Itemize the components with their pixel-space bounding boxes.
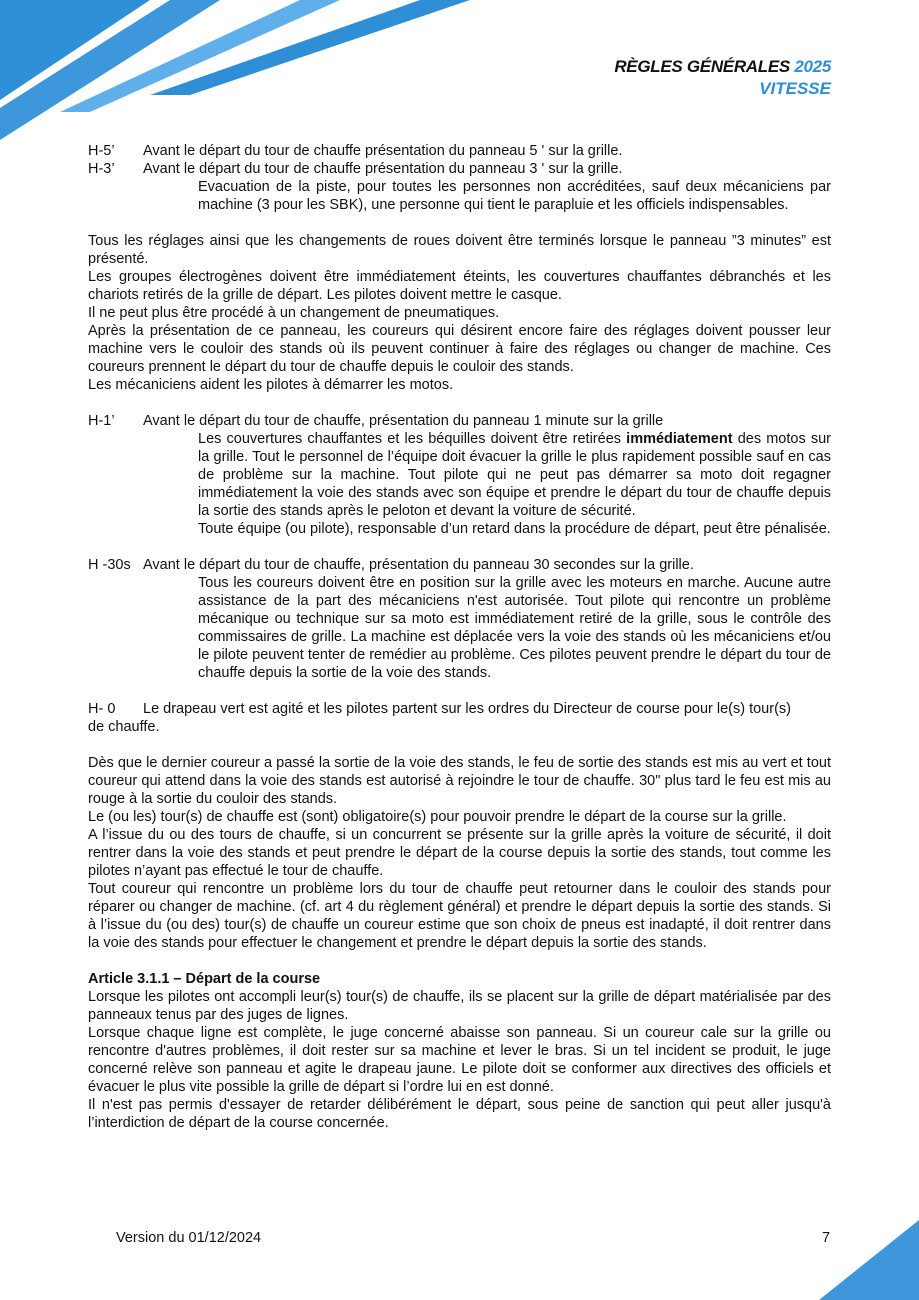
page-number: 7 [822, 1230, 831, 1246]
step-text: Avant le départ du tour de chauffe présentation du panneau 3 ' sur la grille. [143, 161, 623, 177]
corner-triangle-bottom-right [819, 1220, 919, 1300]
step-detail: Toute équipe (ou pilote), responsable d’un retard dans la procédure de départ, peut être pénalisée. [198, 521, 831, 537]
paragraph: Les mécaniciens aident les pilotes à démarrer les motos. [88, 377, 454, 393]
paragraph: Le (ou les) tour(s) de chauffe est (sont) obligatoire(s) pour pouvoir prendre le départ de la course sur la grille. [88, 809, 787, 825]
step-h5 [88, 142, 831, 160]
paragraph: A l’issue du ou des tours de chauffe, si un concurrent se présente sur la grille après la voiture de sécurité, il doit rentrer dans la voie des stands et peut prendre le départ de la course depuis la sortie des stands, tout comme les pilotes n’ayant pas effectué le tour de chauffe. [88, 827, 831, 879]
article-heading: Article 3.1.1 – Départ de la course [88, 971, 321, 987]
step-h0 [88, 700, 831, 736]
footer-version: Version du 01/12/2024 [116, 1230, 262, 1246]
paragraph: Lorsque les pilotes ont accompli leur(s) tour(s) de chauffe, ils se placent sur la grille de départ matérialisée par des panneaux tenus par des juges de lignes. [88, 989, 831, 1023]
step-text: Avant le départ du tour de chauffe, présentation du panneau 1 minute sur la grille [143, 413, 664, 429]
document-header [614, 57, 831, 99]
step-h1 [88, 412, 831, 538]
step-code: H-1’ [88, 413, 115, 429]
step-detail: Evacuation de la piste, pour toutes les personnes non accréditées, sauf deux mécaniciens par machine (3 pour les SBK), une personne qui tient le parapluie et les officiels indispensables. [198, 179, 831, 213]
step-text: Le drapeau vert est agité et les pilotes partent sur les ordres du Directeur de course pour le(s) tour(s) [143, 701, 791, 717]
paragraph: Les groupes électrogènes doivent être immédiatement éteints, les couvertures chauffantes débranchés et les chariots retirés de la grille de départ. Les pilotes doivent mettre le casque. [88, 269, 831, 303]
step-code: H- 0 [88, 701, 116, 717]
step-detail: Les couvertures chauffantes et les béquilles doivent être retirées immédiatement des motos sur la grille. Tout le personnel de l’équipe doit évacuer la grille le plus rapidement possible sauf en cas de problème sur la machine. Tout pilote qui ne peut pas démarrer sa moto doit regagner immédiatement la voie des stands avec son équipe et prendre le départ du tour de chauffe depuis la sortie des stands après le peloton et devant la voiture de sécurité. [198, 431, 832, 519]
step-code: H -30s [88, 557, 131, 573]
step-detail: Tous les coureurs doivent être en position sur la grille avec les moteurs en marche. Aucune autre assistance de la part des mécaniciens n'est autorisée. Tout pilote qui rencontre un problème mécanique ou technique sur sa moto est immédiatement retiré de la grille, sous le contrôle des commissaires de grille. La machine est déplacée vers la voie des stands où les mécaniciens et/ou le pilote peuvent tenter de remédier au problème. Ces pilotes peuvent prendre le départ du tour de chauffe depuis la sortie de la voie des stands. [198, 575, 831, 681]
step-text: Avant le départ du tour de chauffe présentation du panneau 5 ' sur la grille. [143, 143, 623, 159]
header-title-main: RÈGLES GÉNÉRALES [614, 57, 795, 76]
paragraph: Dès que le dernier coureur a passé la sortie de la voie des stands, le feu de sortie des stands est mis au vert et tout coureur qui attend dans la voie des stands est autorisé à rejoindre le tour de chauffe. 30" plus tard le feu est mis au rouge à la sortie du couloir des stands. [88, 755, 831, 807]
paragraph: Après la présentation de ce panneau, les coureurs qui désirent encore faire des réglages doivent pousser leur machine vers le couloir des stands où ils peuvent continuer à faire des réglages ou changer de machine. Ces coureurs prennent le départ du tour de chauffe depuis le couloir des stands. [88, 323, 831, 375]
document-body [88, 142, 831, 1132]
paragraph: Lorsque chaque ligne est complète, le juge concerné abaisse son panneau. Si un coureur cale sur la grille ou rencontre d'autres problèmes, il doit rester sur sa machine et lever le bras. Si un tel incident se produit, le juge concerné relève son panneau et agite le drapeau jaune. Le pilote doit se conformer aux directives des officiels et évacuer le plus vite possible la grille de départ si l’ordre lui en est donné. [88, 1025, 831, 1095]
paragraph: Tous les réglages ainsi que les changements de roues doivent être terminés lorsque le panneau ”3 minutes” est présenté. [88, 233, 831, 267]
corner-stripes-top-left [0, 0, 480, 145]
paragraph: Il ne peut plus être procédé à un changement de pneumatiques. [88, 305, 500, 321]
paragraph: Il n'est pas permis d'essayer de retarder délibérément le départ, sous peine de sanction qui peut aller jusqu'à l’interdiction de départ de la course concernée. [88, 1097, 831, 1131]
step-text-continuation: de chauffe. [88, 719, 160, 735]
step-text: Avant le départ du tour de chauffe, présentation du panneau 30 secondes sur la grille. [143, 557, 694, 573]
header-subtitle: VITESSE [759, 79, 831, 98]
paragraph: Tout coureur qui rencontre un problème lors du tour de chauffe peut retourner dans le couloir des stands pour réparer ou changer de machine. (cf. art 4 du règlement général) et prendre le départ depuis la sortie des stands. Si à l’issue du (ou des) tour(s) de chauffe un coureur estime que son choix de pneus est inadapté, il doit rentrer dans la voie des stands pour effectuer le changement et prendre le départ depuis la sortie des stands. [88, 881, 831, 951]
step-h30s [88, 556, 831, 682]
header-title-year: 2025 [794, 57, 831, 76]
emphasis-text: immédiatement [626, 431, 733, 447]
step-h3 [88, 160, 831, 214]
step-code: H-5’ [88, 143, 115, 159]
header-title [614, 57, 831, 77]
step-code: H-3’ [88, 161, 115, 177]
